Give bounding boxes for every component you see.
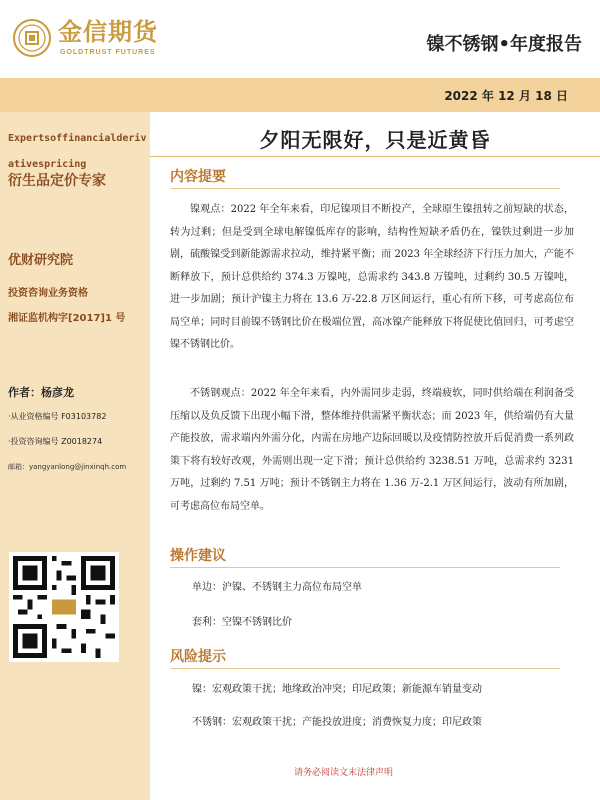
section-head-risk: 风险提示 (170, 646, 226, 666)
title-divider (150, 156, 600, 157)
qr-code-icon (9, 552, 119, 662)
stainless-view-paragraph: 不锈钢观点：2022 年全年来看，内外需同步走弱，终端疲软，同时供给端在利润备受压缩以及负反馈下出现小幅下滑，整体维持供需紧平衡状态；而 2023 年，供给端仍有大量产能投放，需求端内外需分化，内需在房地产边际回暖以及疫情防控放开后促消费一系列政策下将有较好改观，外需则出现一定下滑；预计总供给约 3238.51 万吨，总需求约 3231 万吨，过剩约 7.51 万吨；预计不锈钢主力将在 1.36 万-2.1 万区间运行，波动有所加剧，可考虑高位布局空单。 (170, 388, 574, 512)
expert-tagline-en: Expertsoffinancialderivativespricing (8, 133, 147, 170)
brand-name-en: GOLDTRUST FUTURES (60, 49, 156, 56)
author-email: 邮箱：yangyanlong@jinxinqh.com (8, 463, 127, 471)
qualification-line-1: 投资咨询业务资格 (8, 288, 88, 299)
date-bar (0, 78, 600, 112)
expert-tagline-cn: 衍生品定价专家 (8, 173, 106, 189)
practice-id: ·从业资格编号 F03103782 (8, 412, 107, 421)
page-header (0, 0, 600, 78)
legal-notice-footer: 请务必阅读文末法律声明 (294, 768, 394, 778)
report-title: 夕阳无限好，只是近黄昏 (259, 128, 491, 152)
risk-nickel: 镍：宏观政策干扰；地缘政治冲突；印尼政策；新能源车销量变动 (192, 684, 482, 695)
brand-name-cn: 金信期货 (58, 18, 158, 46)
qualification-line-2: 湘证监机构字[2017]1 号 (8, 313, 126, 324)
operation-arbitrage: 套利：空镍不锈钢比价 (192, 617, 292, 628)
nickel-view-paragraph: 镍观点：2022 年全年来看，印尼镍项目不断投产，全球原生镍扭转之前短缺的状态，转为过剩；但是受到全球电解镍低库存的影响，结构性短缺矛盾仍在，镍铁过剩进一步加剧，硫酸镍受到新能源需求拉动，维持紧平衡；而 2023 年全球经济下行压力加大，产能不断释放下，预计总供给约 374.3 万镍吨，总需求约 343.8 万镍吨，过剩约 30.5 万镍吨，进一步加剧；预计沪镍主力将在 13.6 万-22.8 万区间运行，重心有所下移，可考虑高位布局空单；同时目前镍不锈钢比价在极端位置，高冰镍产能释放下将促使比值回归，可考虑空镍不锈钢比价。 (170, 204, 574, 350)
goldtrust-logo-icon (12, 18, 52, 58)
risk-stainless: 不锈钢：宏观政策干扰；产能投放进度；消费恢复力度；印尼政策 (192, 717, 482, 728)
section-head-summary: 内容提要 (170, 166, 226, 186)
consult-id: ·投资咨询编号 Z0018274 (8, 437, 103, 446)
author-name: 作者：杨彦龙 (8, 386, 74, 399)
institute-name: 优财研究院 (8, 253, 74, 268)
report-type-title: 镍不锈钢•年度报告 (426, 34, 582, 55)
operation-single: 单边：沪镍、不锈钢主力高位布局空单 (192, 582, 362, 593)
section-head-operation: 操作建议 (170, 545, 226, 565)
report-date: 2022 年 12 月 18 日 (444, 89, 568, 103)
sidebar (0, 112, 150, 800)
